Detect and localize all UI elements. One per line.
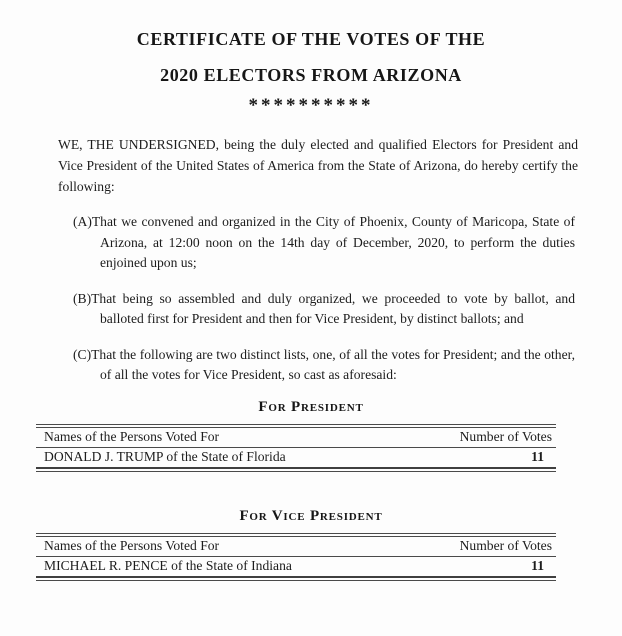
list-item-b-text: That being so assembled and duly organized, we proceeded to vote by ballot, and balloted first for President and then for Vice President, by distinct ballots; and [91,290,575,326]
list-item-a [73,212,575,274]
names-column-header: Names of the Persons Voted For [36,427,411,447]
list-item-a-text: That we convened and organized in the City of Phoenix, County of Maricopa, State of Arizona, at 12:00 noon on the 14th day of December, 2020, to perform the duties enjoined upon us; [91,214,575,270]
document-title-line2: 2020 ELECTORS FROM ARIZONA [160,65,462,85]
certification-list [73,212,575,386]
vote-count: 11 [411,447,556,468]
table-header-row [36,427,556,447]
vice-president-votes-table [36,536,556,578]
president-votes-table-wrap [36,424,556,472]
asterisk-separator: ********** [248,95,374,116]
table-row [36,447,556,468]
candidate-name: DONALD J. TRUMP of the State of Florida [36,447,411,468]
vote-count: 11 [414,556,556,577]
table-row [36,556,556,577]
vice-president-section-heading: For Vice President [239,507,383,524]
list-item-c-text: That the following are two distinct lists, one, of all the votes for President; and the other, of all the votes for Vice President, so cast as aforesaid: [91,346,575,382]
president-votes-table [36,427,556,469]
candidate-name: MICHAEL R. PENCE of the State of Indiana [36,556,414,577]
names-column-header: Names of the Persons Voted For [36,536,414,556]
document-title-line1: CERTIFICATE OF THE VOTES OF THE [136,29,486,49]
votes-column-header: Number of Votes [411,427,556,447]
list-item-c [73,345,575,386]
votes-column-header: Number of Votes [414,536,556,556]
vice-president-votes-table-wrap [36,533,556,581]
table-header-row [36,536,556,556]
list-item-c-label: (C) [73,346,92,362]
list-item-b-label: (B) [73,290,92,306]
president-section-heading: For President [258,398,364,415]
intro-paragraph: WE, THE UNDERSIGNED, being the duly elected and qualified Electors for President and Vice President of the United States of America from the State of Arizona, do hereby certify the following: [58,137,578,194]
list-item-a-label: (A) [73,214,92,229]
list-item-b [73,289,575,330]
